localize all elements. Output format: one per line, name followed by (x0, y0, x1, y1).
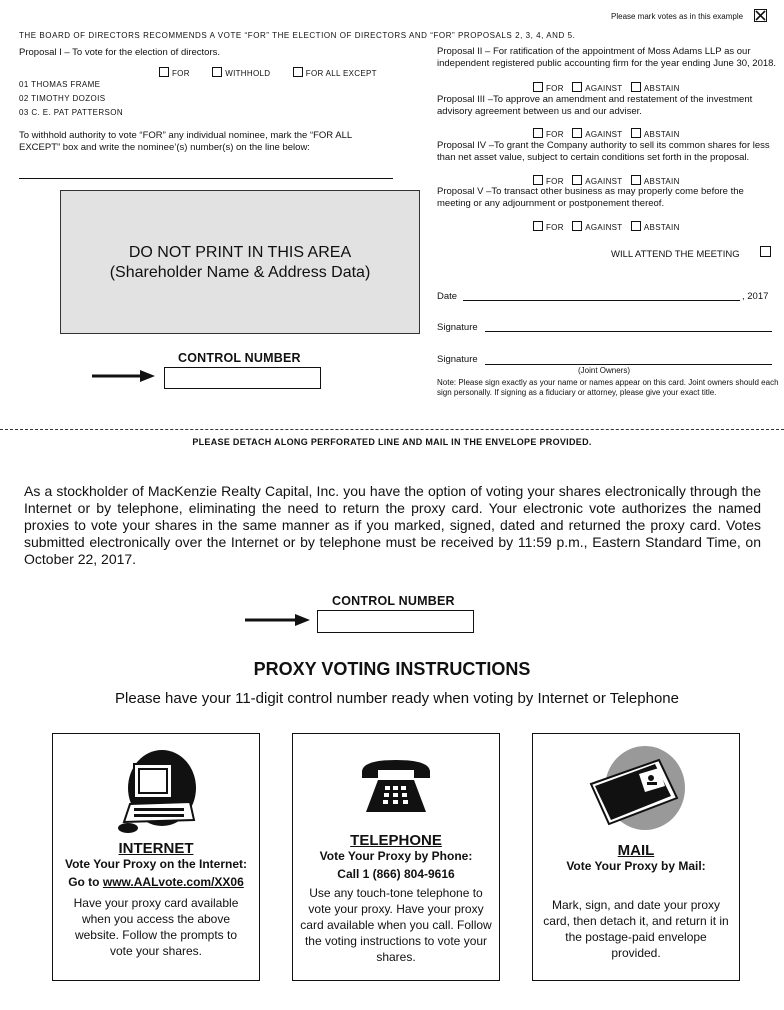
internet-url-link[interactable]: www.AALvote.com/XX06 (102, 875, 244, 889)
internet-sub: Vote Your Proxy on the Internet: (64, 857, 248, 871)
joint-owners-label: (Joint Owners) (578, 366, 631, 375)
proxy-voting-subtitle: Please have your 11-digit control number ready when voting by Internet or Telephone (115, 690, 679, 707)
nominee-2: 02 TIMOTHY DOZOIS (19, 94, 106, 103)
address-data-area (60, 190, 420, 334)
proposal-3-for-checkbox[interactable] (533, 128, 543, 138)
proposal-5-options: FOR AGAINST ABSTAIN (533, 217, 684, 235)
no-print-line-2: (Shareholder Name & Address Data) (109, 264, 371, 281)
proposal-2-text: Proposal II – For ratification of the appointment of Moss Adams LLP as our independent registered public accounting firm for the year ending June 30, 2018. (437, 46, 777, 69)
proposal-2-against-checkbox[interactable] (572, 82, 582, 92)
proposal-5-text: Proposal V –To transact other business as may properly come before the meeting or any adjournment or postponement thereof. (437, 186, 744, 209)
proposal-5-abstain-checkbox[interactable] (631, 221, 641, 231)
proposal-1-withhold-checkbox[interactable] (212, 67, 222, 77)
attend-meeting-label: WILL ATTEND THE MEETING (611, 249, 740, 260)
no-print-line-1: DO NOT PRINT IN THIS AREA (128, 244, 352, 261)
internet-card (52, 733, 260, 981)
perforated-line (0, 429, 784, 430)
proposal-4-abstain-checkbox[interactable] (631, 175, 641, 185)
proposal-2-abstain-checkbox[interactable] (631, 82, 641, 92)
telephone-title: TELEPHONE (350, 832, 442, 849)
proposal-4-options: FOR AGAINST ABSTAIN (533, 171, 684, 189)
control-number-label: CONTROL NUMBER (178, 351, 301, 365)
mark-example-text: Please mark votes as in this example (611, 12, 744, 21)
signature-label-1: Signature (437, 322, 478, 333)
proxy-voting-title: PROXY VOTING INSTRUCTIONS (253, 659, 531, 679)
mail-sub: Vote Your Proxy by Mail: (566, 859, 706, 873)
telephone-number: Call 1 (866) 804-9616 (337, 867, 455, 881)
control-number-field-bottom[interactable] (317, 610, 474, 633)
proposal-5-against-checkbox[interactable] (572, 221, 582, 231)
example-x-checkbox (754, 9, 767, 22)
arrow-right-icon (245, 612, 311, 633)
telephone-icon (293, 756, 499, 826)
proposal-3-options: FOR AGAINST ABSTAIN (533, 124, 684, 142)
proposal-3-abstain-checkbox[interactable] (631, 128, 641, 138)
telephone-card (292, 733, 500, 981)
telephone-body: Use any touch-tone telephone to vote your proxy. Have your proxy card available when you call. Follow the voting instructions to vote your shares. (300, 886, 492, 964)
mail-card (532, 733, 740, 981)
computer-icon (53, 748, 259, 834)
board-recommendation: THE BOARD OF DIRECTORS RECOMMENDS A VOTE “FOR” THE ELECTION OF DIRECTORS AND “FOR” PROPOSALS 2, 3, 4, AND 5. (19, 31, 576, 40)
withhold-instructions: To withhold authority to vote “FOR” any individual nominee, mark the “FOR ALL EXCEPT” box and write the nominee’(s) number(s) on the line below: (19, 130, 352, 153)
proposal-3-against-checkbox[interactable] (572, 128, 582, 138)
signature-line-2[interactable] (485, 364, 772, 365)
date-line[interactable] (463, 300, 740, 301)
mail-title: MAIL (617, 842, 655, 859)
date-year: , 2017 (742, 291, 769, 302)
attend-meeting-checkbox[interactable] (760, 246, 771, 257)
stockholder-paragraph: As a stockholder of MacKenzie Realty Capital, Inc. you have the option of voting your shares electronically through the Internet or by telephone, eliminating the need to return the proxy card. Your electronic vote authorizes the named proxies to vote your shares in the same manner as if you marked, signed, dated and returned the proxy card. Votes submitted electronically over the Internet or by telephone must be received by 11:59 p.m., Eastern Standard Time, on October 22, 2017. (24, 483, 761, 567)
proposal-1-options: FOR WITHHOLD FOR ALL EXCEPT (159, 63, 381, 81)
proposal-2-for-checkbox[interactable] (533, 82, 543, 92)
date-label: Date (437, 291, 458, 302)
envelope-icon (533, 744, 739, 836)
nominee-write-in-line[interactable] (19, 178, 393, 179)
arrow-right-icon (92, 368, 156, 389)
proposal-4-for-checkbox[interactable] (533, 175, 543, 185)
mail-body: Mark, sign, and date your proxy card, then detach it, and return it in the postage-paid envelope provided. (543, 898, 729, 960)
internet-title: INTERNET (118, 840, 194, 857)
proposal-2-options: FOR AGAINST ABSTAIN (533, 78, 684, 96)
telephone-sub: Vote Your Proxy by Phone: (319, 849, 473, 863)
proposal-4-text: Proposal IV –To grant the Company authority to sell its common shares for less than net asset value, subject to certain conditions set forth in the proposal. (437, 140, 770, 163)
proposal-1-title: Proposal I – To vote for the election of directors. (19, 47, 221, 58)
proposal-5-for-checkbox[interactable] (533, 221, 543, 231)
internet-body: Have your proxy card available when you access the above website. Follow the prompts to vote your shares. (73, 896, 239, 958)
proposal-1-for-checkbox[interactable] (159, 67, 169, 77)
nominee-1: 01 THOMAS FRAME (19, 80, 101, 89)
sign-note: Note: Please sign exactly as your name or names appear on this card. Joint owners should each sign personally. If signing as a fiduciary or attorney, please give your exact title. (437, 378, 779, 397)
detach-instructions: PLEASE DETACH ALONG PERFORATED LINE AND MAIL IN THE ENVELOPE PROVIDED. (192, 437, 592, 447)
control-number-field[interactable] (164, 367, 321, 389)
signature-label-2: Signature (437, 354, 478, 365)
proposal-3-text: Proposal III –To approve an amendment and restatement of the investment advisory agreement between us and our adviser. (437, 94, 753, 117)
control-number-label-bottom: CONTROL NUMBER (332, 594, 455, 608)
internet-go-prefix: Go to (68, 875, 103, 889)
proposal-4-against-checkbox[interactable] (572, 175, 582, 185)
signature-line-1[interactable] (485, 331, 772, 332)
proposal-1-for-all-except-checkbox[interactable] (293, 67, 303, 77)
nominee-3: 03 C. E. PAT PATTERSON (19, 108, 124, 117)
